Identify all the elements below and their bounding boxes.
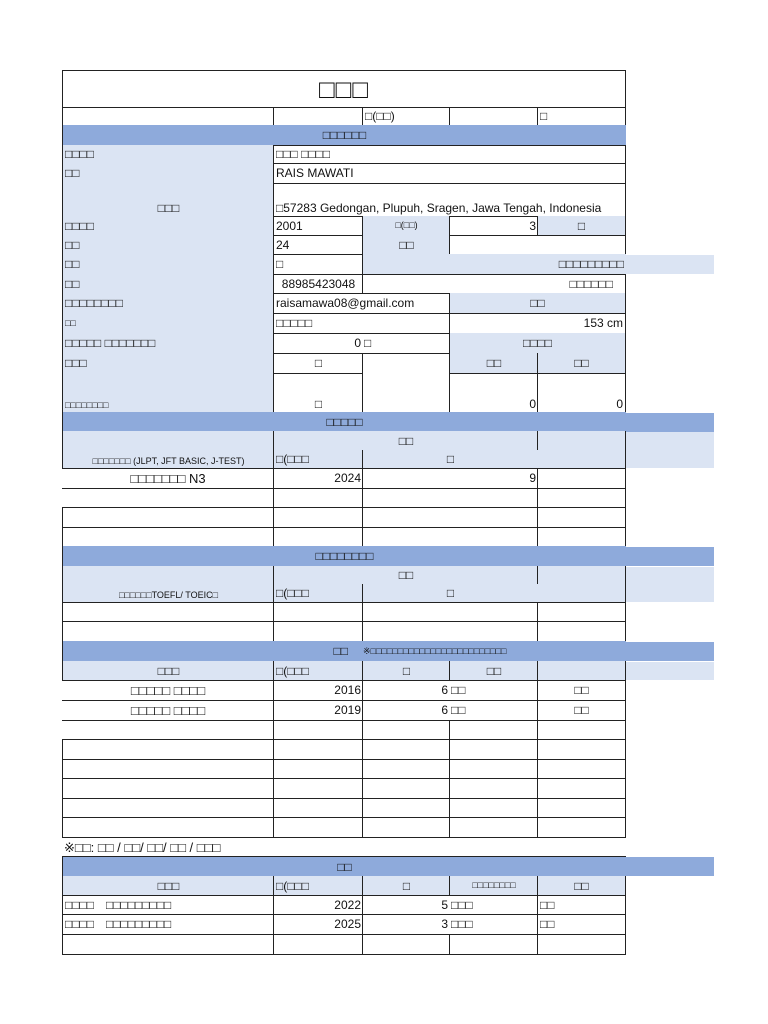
work-row-2-year: 2025 <box>273 914 363 935</box>
blood-value: □□□□□ <box>273 313 450 334</box>
education-col-blank <box>537 661 626 681</box>
status-label: □□ <box>62 254 274 275</box>
education-row-8-year <box>273 817 363 838</box>
english-blank-header <box>537 566 626 603</box>
education-row-7-month <box>362 798 450 818</box>
japanese-row-4-year <box>273 527 363 547</box>
phone-note: □□□□□□ <box>362 274 626 294</box>
work-row-1-month: 5 <box>362 895 450 915</box>
work-row-1-status: □□ <box>537 895 626 915</box>
date-row-year-value <box>273 107 363 126</box>
date-row-day-label: □ <box>537 107 626 126</box>
education-row-4-status <box>449 739 538 760</box>
education-footnote: ※□□: □□ / □□/ □□/ □□ / □□□ <box>64 839 221 855</box>
education-row-6-status <box>449 778 538 799</box>
education-row-6-month <box>362 778 450 799</box>
work-section-header: □□ <box>62 856 626 877</box>
hand-right-label: □□ <box>537 353 626 374</box>
education-row-6-school <box>62 778 274 799</box>
education-row-6-extra <box>537 778 626 799</box>
education-header-overflow <box>626 642 714 661</box>
japanese-row-1-extra <box>537 468 626 489</box>
education-col-month: □ <box>362 661 450 681</box>
education-row-7-extra <box>537 798 626 818</box>
japanese-header-overflow-2 <box>626 432 714 468</box>
work-col-company: □□□ <box>62 876 274 896</box>
english-row-1-extra <box>537 602 626 622</box>
education-row-2-status: □□ <box>449 700 538 721</box>
education-row-8-extra <box>537 817 626 838</box>
education-row-2-year: 2019 <box>273 700 363 721</box>
education-col-year: □(□□□ <box>273 661 363 681</box>
birth-year: 2001 <box>273 216 363 236</box>
education-row-2-school: □□□□□ □□□□ <box>62 700 274 721</box>
name-jp-label: □□□□ <box>62 145 274 164</box>
work-row-1-year: 2022 <box>273 895 363 915</box>
work-col-status: □□ <box>537 876 626 896</box>
japanese-row-2-year <box>273 488 363 508</box>
name-label: □□ <box>62 163 274 184</box>
education-row-4-year <box>273 739 363 760</box>
japanese-row-2-extra <box>537 488 626 508</box>
japanese-row-3-name <box>62 507 274 528</box>
name-value: RAIS MAWATI <box>273 163 626 184</box>
education-row-3-school <box>62 720 274 740</box>
weight-label: □□□□ <box>449 333 626 354</box>
birth-label: □□□□ <box>62 216 274 236</box>
education-row-5-year <box>273 759 363 779</box>
gender-label: □□ <box>362 235 450 255</box>
japanese-row-3-extra <box>537 507 626 528</box>
education-section-header: □□ <box>62 641 362 662</box>
education-row-2-extra: □□ <box>537 700 626 721</box>
education-row-1-status: □□ <box>449 680 538 701</box>
phone-value: 88985423048 <box>273 274 363 294</box>
japanese-row-1-month: 9 <box>362 468 538 489</box>
japanese-month-label: □ <box>362 450 538 469</box>
education-row-8-school <box>62 817 274 838</box>
education-row-3-extra <box>537 720 626 740</box>
education-section-note: ※□□□□□□□□□□□□□□□□□□□□□□□□□ <box>361 641 626 662</box>
english-row-1-year <box>273 602 363 622</box>
personal-section-header: □□□□□□ <box>62 125 626 146</box>
education-row-8-month <box>362 817 450 838</box>
education-row-4-month <box>362 739 450 760</box>
education-row-5-month <box>362 759 450 779</box>
email-label: □□□□□□□□ <box>62 293 274 314</box>
status-note-overflow <box>626 255 714 274</box>
education-row-5-school <box>62 759 274 779</box>
education-row-1-month: 6 <box>362 680 450 701</box>
work-row-3-year <box>273 934 363 955</box>
education-row-1-school: □□□□□ □□□□ <box>62 680 274 701</box>
vision-left: 0 <box>449 373 538 413</box>
smoke-label: □□□ <box>62 353 274 374</box>
work-col-month: □ <box>362 876 450 896</box>
page-title: □□□ <box>62 70 626 108</box>
height-value: 153 cm <box>449 313 626 334</box>
work-row-2-status: □□ <box>537 914 626 935</box>
education-row-3-year <box>273 720 363 740</box>
age-value: 24 <box>273 235 363 255</box>
education-row-3-status <box>449 720 538 740</box>
family-label: □□□□□ □□□□□□□ <box>62 333 274 354</box>
blank-merged-cell <box>362 353 450 413</box>
birth-month: 3 <box>449 216 538 236</box>
education-col-overflow <box>626 662 714 680</box>
english-row-2-name <box>62 621 274 642</box>
japanese-row-4-extra <box>537 527 626 547</box>
japanese-row-2-name <box>62 488 274 508</box>
work-row-2-company: □□□□ □□□□□□□□□ <box>62 914 274 935</box>
japanese-row-2-month <box>362 488 538 508</box>
english-year-label: □(□□□ <box>273 584 363 603</box>
work-row-3-type <box>449 934 538 955</box>
vision-right: 0 <box>537 373 626 413</box>
work-row-2-month: 3 <box>362 914 450 935</box>
education-row-5-status <box>449 759 538 779</box>
date-row-year-label: □(□□) <box>362 107 450 126</box>
english-month-label: □ <box>362 584 538 603</box>
address-label: □□□ <box>62 183 274 217</box>
gender-value <box>449 235 626 255</box>
japanese-year-label: □(□□□ <box>273 450 363 469</box>
japanese-row-1-year: 2024 <box>273 468 363 489</box>
status-value: □ <box>273 254 363 275</box>
japanese-row-4-month <box>362 527 538 547</box>
work-col-year: □(□□□ <box>273 876 363 896</box>
english-cert-label: □□□□□□TOEFL/ TOEIC□ <box>62 566 274 603</box>
work-row-3-company <box>62 934 274 955</box>
english-row-2-extra <box>537 621 626 642</box>
family-count: 0 <box>273 333 363 354</box>
english-row-2-year <box>273 621 363 642</box>
japanese-row-4-name <box>62 527 274 547</box>
english-header-overflow-2 <box>626 567 714 602</box>
education-row-3-month <box>362 720 450 740</box>
education-row-6-year <box>273 778 363 799</box>
education-col-status: □□ <box>449 661 538 681</box>
education-row-8-status <box>449 817 538 838</box>
phone-label: □□ <box>62 274 274 294</box>
english-row-1-name <box>62 602 274 622</box>
name-jp-value: □□□ □□□□ <box>273 145 626 164</box>
education-row-1-extra: □□ <box>537 680 626 701</box>
japanese-header-overflow <box>626 413 714 432</box>
other-label: □□□□□□□□ <box>62 373 274 413</box>
birth-day-label: □ <box>537 216 626 236</box>
japanese-row-3-year <box>273 507 363 528</box>
status-note: □□□□□□□□□ <box>362 254 626 275</box>
english-section-header: □□□□□□□□ <box>62 546 626 567</box>
japanese-blank-header <box>537 431 626 469</box>
work-row-1-type: □□□ <box>449 895 538 915</box>
japanese-row-1-name: □□□□□□□ N3 <box>62 468 274 489</box>
work-row-1-company: □□□□ □□□□□□□□□ <box>62 895 274 915</box>
work-row-3-status <box>537 934 626 955</box>
education-row-5-extra <box>537 759 626 779</box>
hand-left-label: □□ <box>449 353 538 374</box>
education-col-school: □□□ <box>62 661 274 681</box>
education-row-7-school <box>62 798 274 818</box>
other-value: □ <box>273 373 363 413</box>
english-row-1-month <box>362 602 538 622</box>
date-row-blank <box>62 107 274 126</box>
family-unit: □ <box>362 333 450 354</box>
education-row-4-extra <box>537 739 626 760</box>
education-row-4-school <box>62 739 274 760</box>
english-header-overflow <box>626 547 714 566</box>
education-row-1-year: 2016 <box>273 680 363 701</box>
birth-month-label: □(□□) <box>362 216 450 236</box>
work-col-type: □□□□□□□□ <box>449 876 538 896</box>
work-header-overflow <box>626 857 714 876</box>
smoke-value: □ <box>273 353 363 374</box>
blood-label: □□ <box>62 313 274 334</box>
date-row-month-value <box>449 107 538 126</box>
address-value: □57283 Gedongan, Plupuh, Sragen, Jawa Tengah, Indonesia <box>273 183 626 217</box>
education-row-7-status <box>449 798 538 818</box>
height-label: □□ <box>449 293 626 314</box>
work-row-2-type: □□□ <box>449 914 538 935</box>
japanese-section-header: □□□□□ <box>62 412 626 432</box>
japanese-row-3-month <box>362 507 538 528</box>
work-row-3-month <box>362 934 450 955</box>
japanese-cert-label: □□□□□□□ (JLPT, JFT BASIC, J-TEST) <box>62 431 274 469</box>
education-row-7-year <box>273 798 363 818</box>
age-label: □□ <box>62 235 274 255</box>
japanese-period-label: □□ <box>273 431 538 451</box>
english-period-label: □□ <box>273 566 538 585</box>
email-value: raisamawa08@gmail.com <box>273 293 450 314</box>
english-row-2-month <box>362 621 538 642</box>
education-row-2-month: 6 <box>362 700 450 721</box>
